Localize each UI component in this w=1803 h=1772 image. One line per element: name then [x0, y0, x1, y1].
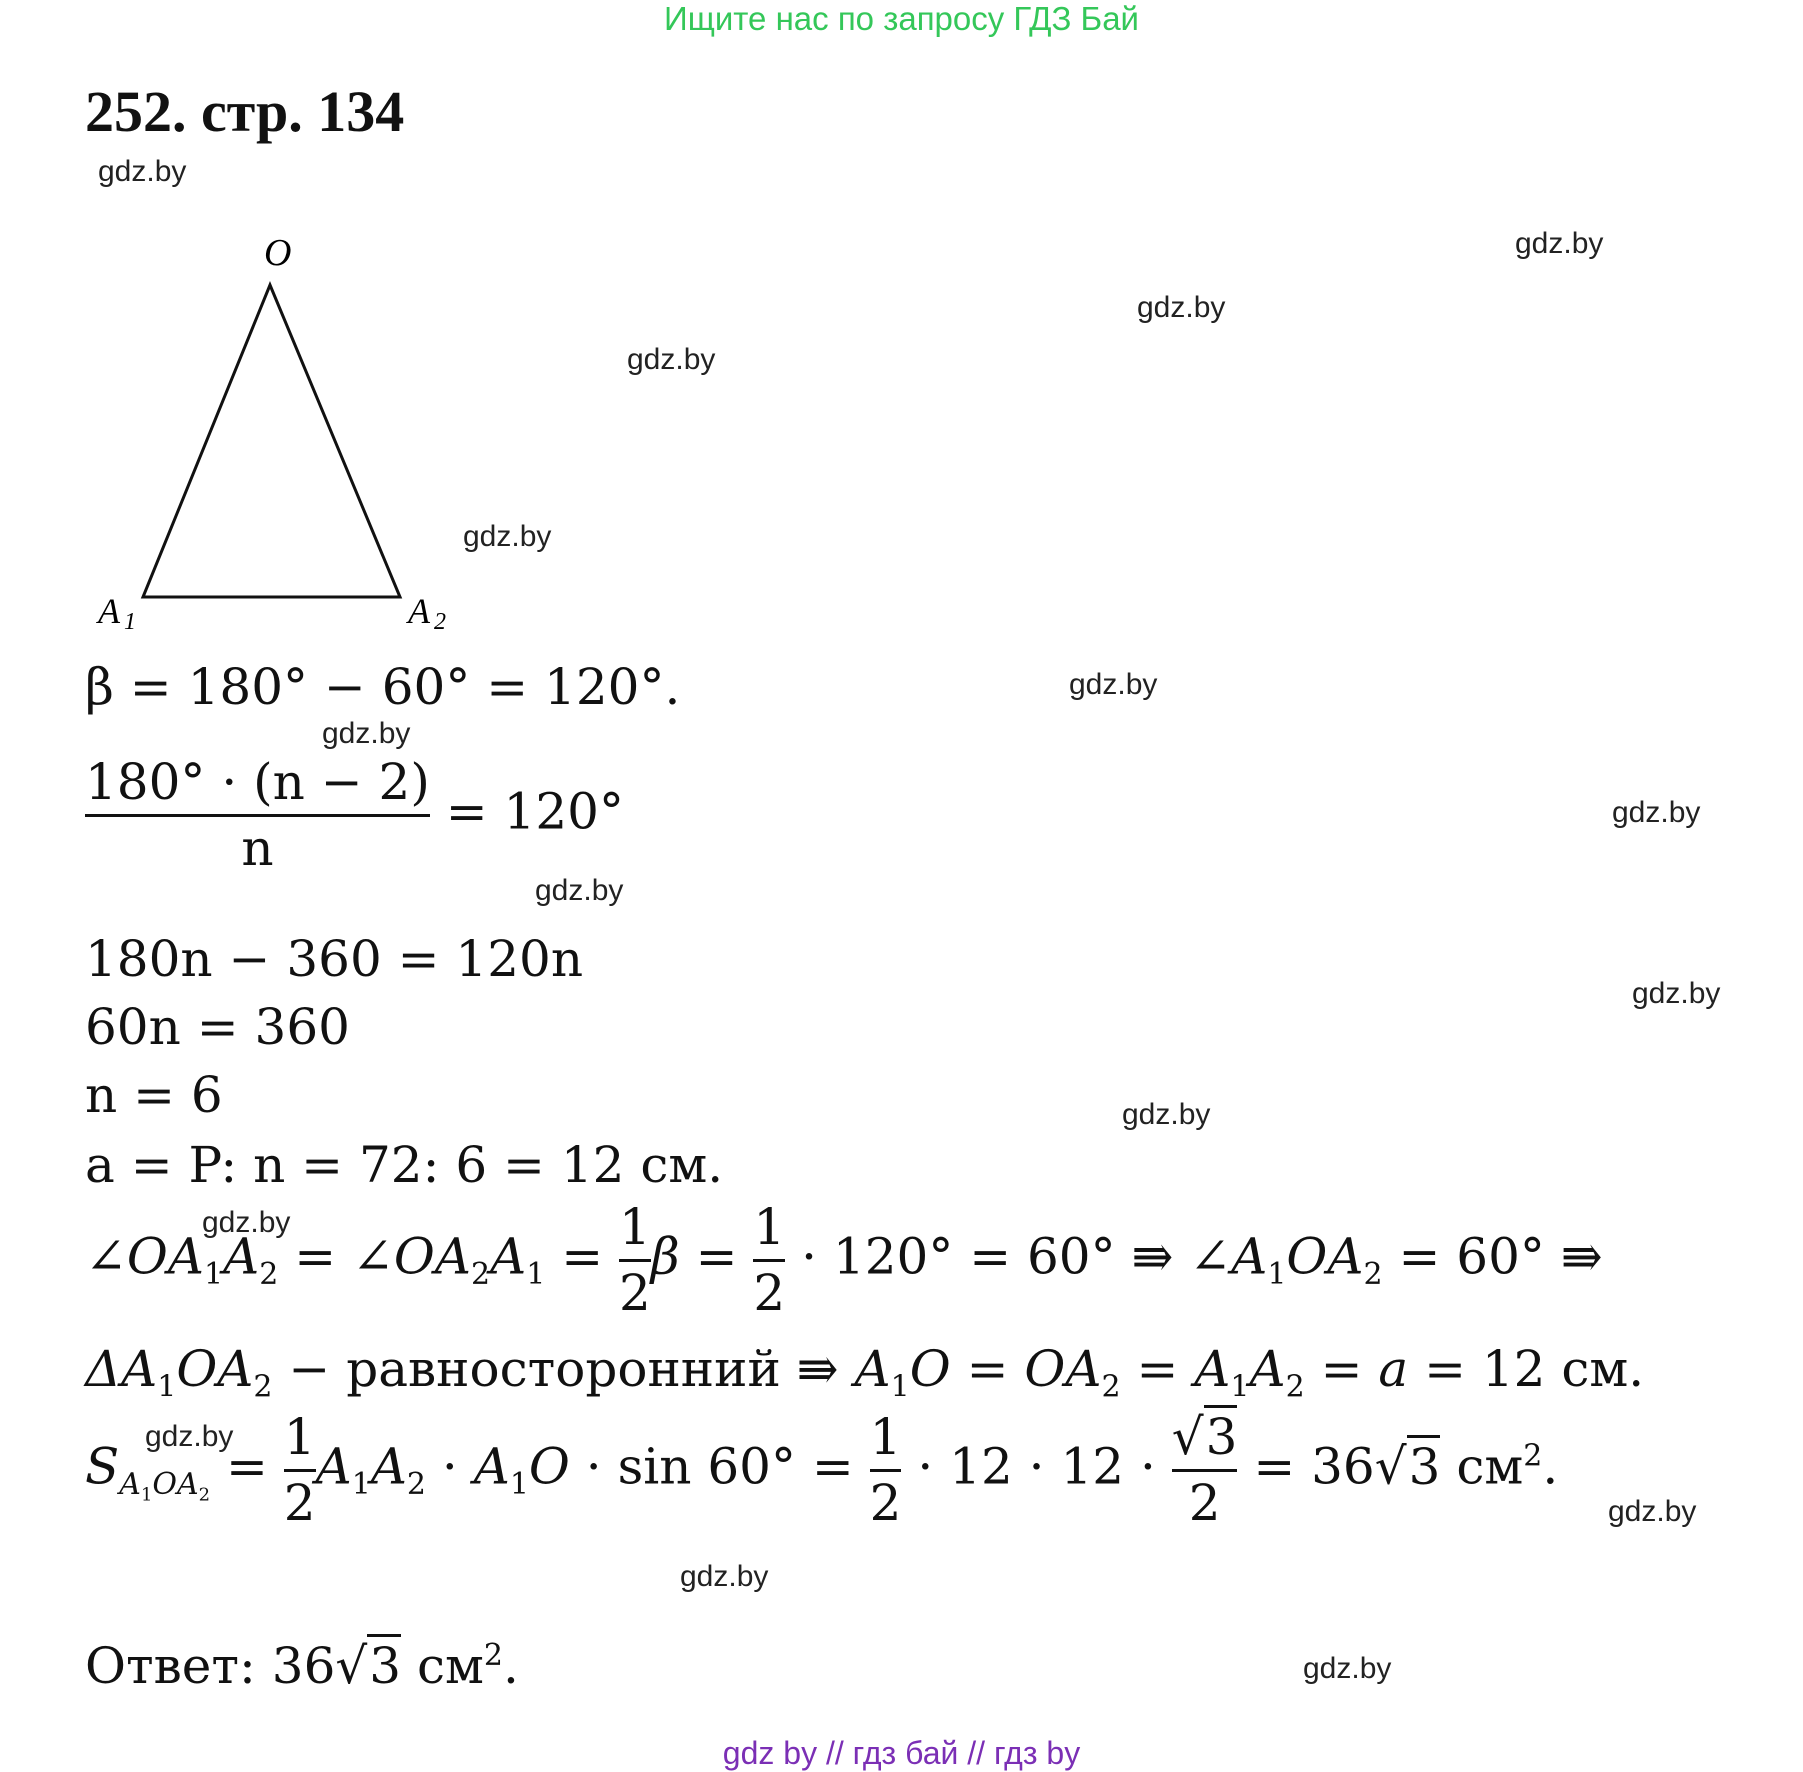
fraction-denominator: n	[241, 819, 274, 877]
answer-line: Ответ: 36√3 $см^2$.	[85, 1637, 519, 1695]
page-title: 252. стр. 134	[85, 79, 405, 144]
watermark: gdz.by	[535, 874, 624, 907]
watermark: gdz.by	[1612, 796, 1701, 829]
base-angles-equation: $\angle OA_1A_2$ = $\angle OA_2A_1$ = $\frac{1}{2}$ β = $\frac{1}{2}$ · 120° = 60° ⇛ $\angle A_1OA_2 = 60^\circ$ ⇛	[85, 1198, 1603, 1322]
side-length: a = P: n = 72: 6 = 12 см.	[85, 1136, 724, 1194]
watermark: gdz.by	[1069, 668, 1158, 701]
watermark: gdz.by	[202, 1206, 291, 1239]
watermark: gdz.by	[463, 520, 552, 553]
vertex-label-o: O	[264, 232, 292, 274]
watermark: gdz.by	[1303, 1652, 1392, 1685]
equation-step-1: 180n − 360 = 120n	[85, 930, 584, 988]
watermark: gdz.by	[627, 343, 716, 376]
vertex-label-a2: A	[408, 591, 430, 631]
triangle-outline	[143, 285, 400, 597]
watermark: gdz.by	[1515, 227, 1604, 260]
answer-label: Ответ:	[85, 1637, 256, 1695]
vertex-label-a2-index: 2	[434, 609, 446, 635]
watermark: gdz.by	[1122, 1098, 1211, 1131]
watermark: gdz.by	[322, 717, 411, 750]
fraction-rhs: = 120°	[445, 782, 624, 841]
watermark: gdz.by	[145, 1420, 234, 1453]
angle-sum-equation	[85, 755, 624, 876]
vertex-label-a1-index: 1	[124, 609, 136, 635]
watermark: gdz.by	[680, 1560, 769, 1593]
watermark: gdz.by	[98, 155, 187, 188]
equation-step-2: 60n = 360	[85, 998, 350, 1056]
equilateral-text: − равносторонний ⇛	[288, 1340, 839, 1398]
vertex-label-a1: A	[98, 591, 120, 631]
watermark: gdz.by	[1608, 1495, 1697, 1528]
beta-equation: β = 180° − 60° = 120°.	[85, 658, 681, 716]
equation-step-3: n = 6	[85, 1066, 223, 1124]
fraction-numerator: 180° · (n − 2)	[85, 753, 430, 811]
equilateral-equation: $\Delta A_1OA_2$ − равносторонний ⇛ $A_1O = OA_2 = A_1A_2 = a = 12$ см.	[85, 1340, 1645, 1405]
triangle-figure	[80, 225, 480, 635]
search-banner[interactable]: Ищите нас по запросу ГДЗ Бай	[664, 0, 1139, 37]
footer-links[interactable]: gdz by // гдз бай // гдз by	[722, 1735, 1081, 1771]
watermark: gdz.by	[1137, 291, 1226, 324]
watermark: gdz.by	[1632, 977, 1721, 1010]
area-equation: $S_{A_1OA_2}$ = $\frac{1}{2}$ $A_1A_2 \cdot A_1O \cdot \sin 60^\circ$ = $\frac{1}{2}$ · 12 · 12 · $\frac{√3}{2}$ = 36√3 $см^2$.	[85, 1410, 1558, 1531]
